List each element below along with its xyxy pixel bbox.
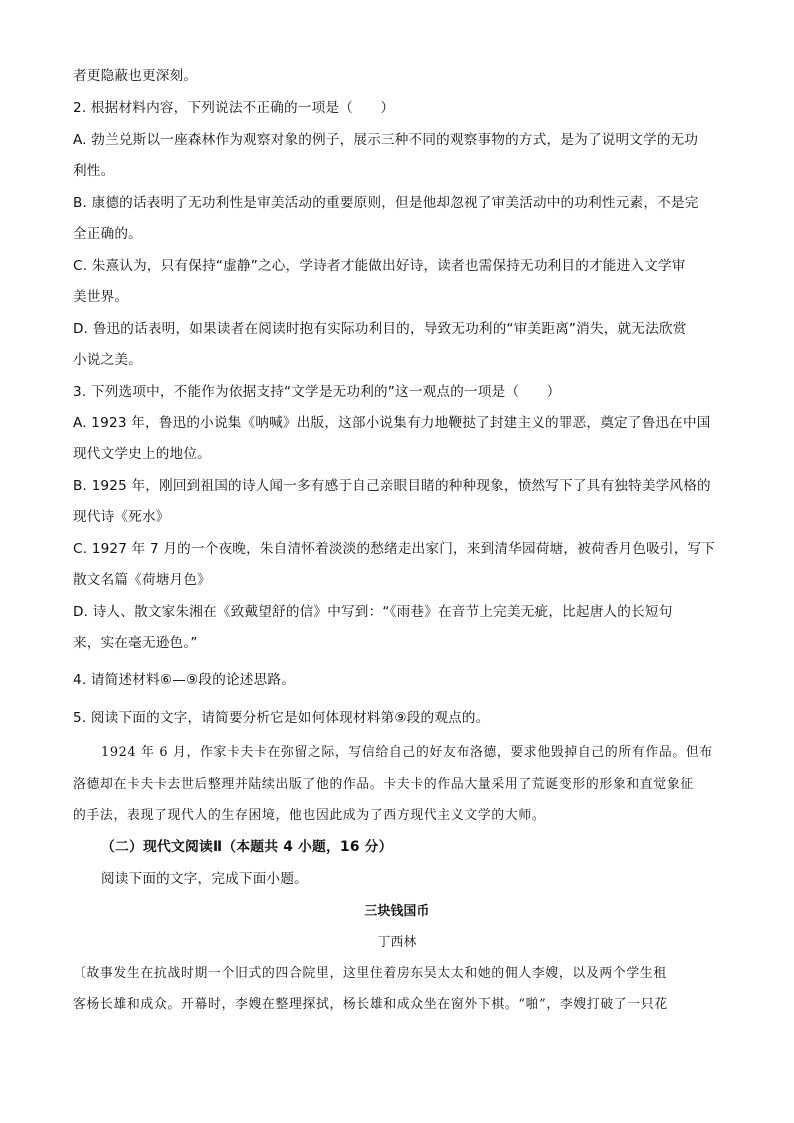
story-line: 客杨长雄和成众。开幕时，李嫂在整理探拭，杨长雄和成众坐在窗外下棋。“啪”，李嫂打破了一只花	[73, 997, 668, 1012]
question-4: 4. 请简述材料⑥—⑨段的论述思路。	[73, 672, 295, 688]
option-a-line: 利性。	[73, 163, 115, 179]
option-b-line: B. 康德的话表明了无功利性是审美活动的重要原则，但是他却忽视了审美活动中的功利性元素，不是完	[73, 195, 699, 211]
excerpt-line: 洛德却在卡夫卡去世后整理并陆续出版了他的作品。卡夫卡的作品大量采用了荒诞变形的形象和直觉象征	[73, 777, 694, 792]
section-heading: （二）现代文阅读Ⅱ（本题共 4 小题，16 分）	[101, 839, 393, 855]
excerpt-line: 1924 年 6 月，作家卡夫卡在弥留之际，写信给自己的好友布洛德，要求他毁掉自己的所有作品。但布	[101, 745, 713, 760]
option-c-line: 散文名篇《荷塘月色》	[73, 572, 211, 588]
option-c-line: C. 1927 年 7 月的一个夜晚，朱自清怀着淡淡的愁绪走出家门，来到清华园荷塘，被荷香月色吸引，写下	[73, 541, 716, 557]
question-5: 5. 阅读下面的文字，请简要分析它是如何体现材料第⑨段的观点的。	[73, 710, 490, 726]
story-title: 三块钱国币	[364, 904, 430, 919]
question-3: 3. 下列选项中，不能作为依据支持“文学是无功利的”这一观点的一项是（ ）	[73, 384, 561, 400]
option-d-line: D. 诗人、散文家朱湘在《致戴望舒的信》中写到：“《雨巷》在音节上完美无疵，比起唐人的长短句	[73, 604, 673, 620]
story-author: 丁西林	[377, 935, 417, 950]
option-c-line: C. 朱熹认为，只有保持“虚静”之心，学诗者才能做出好诗，读者也需保持无功利目的才能进入文学审	[73, 258, 686, 274]
option-b-line: B. 1925 年，刚回到祖国的诗人闻一多有感于自己亲眼目睹的种种现象，愤然写下了具有独特美学风格的	[73, 478, 711, 494]
text-line: 者更隐蔽也更深刻。	[73, 68, 198, 84]
option-c-line: 美世界。	[73, 289, 129, 305]
option-a-line: A. 勃兰兑斯以一座森林作为观察对象的例子，展示三种不同的观察事物的方式，是为了说明文学的无功	[73, 132, 699, 148]
option-a-line: 现代文学史上的地位。	[73, 446, 211, 462]
option-a-line: A. 1923 年，鲁迅的小说集《呐喊》出版，这部小说集有力地鞭挞了封建主义的罪恶，奠定了鲁迅在中国	[73, 415, 711, 431]
instruction: 阅读下面的文字，完成下面小题。	[101, 871, 308, 887]
story-line: 〔故事发生在抗战时期一个旧式的四合院里，这里住着房东吴太太和她的佣人李嫂，以及两个学生租	[73, 966, 667, 981]
question-2: 2. 根据材料内容，下列说法不正确的一项是（ ）	[73, 100, 395, 116]
excerpt-line: 的手法，表现了现代人的生存困境，他也因此成为了西方现代主义文学的大师。	[73, 808, 546, 823]
option-b-line: 全正确的。	[73, 226, 142, 242]
option-d-line: D. 鲁迅的话表明，如果读者在阅读时抱有实际功利目的，导致无功利的“审美距离”消失，就无法欣赏	[73, 321, 687, 337]
option-b-line: 现代诗《死水》	[73, 509, 170, 525]
option-d-line: 小说之美。	[73, 352, 142, 368]
option-d-line: 来，实在毫无逊色。”	[73, 635, 198, 651]
